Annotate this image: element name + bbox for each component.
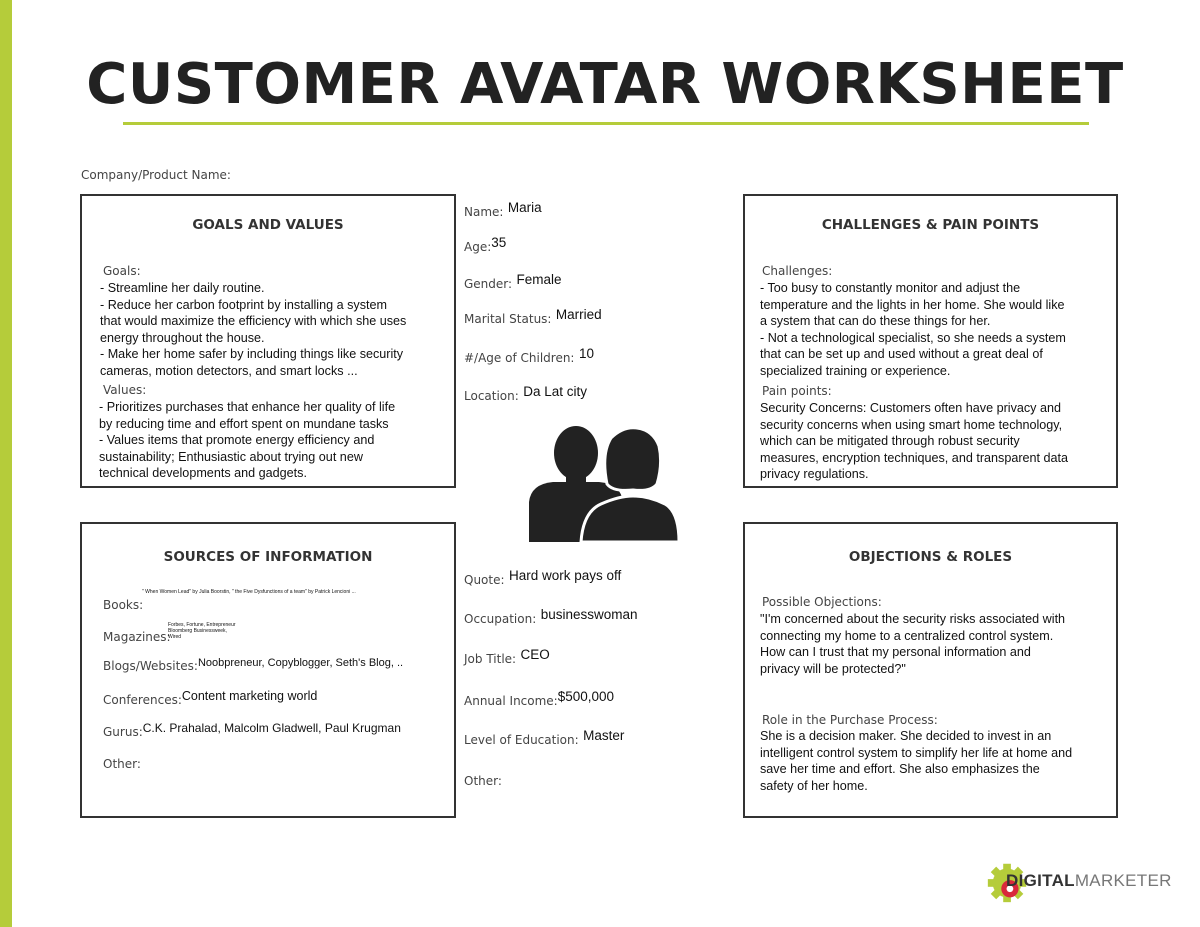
magazines-line: Forbes, Fortune, Entrepreneur (168, 622, 236, 628)
goals-line: that would maximize the efficiency with which she uses (100, 314, 407, 329)
job-title-label: Job Title: (464, 652, 517, 666)
blogs-field (103, 657, 403, 675)
gurus-field (103, 721, 401, 741)
goals-values-heading: GOALS AND VALUES (192, 217, 344, 233)
goals-values-box (80, 194, 456, 488)
avatar-silhouettes-icon (527, 424, 679, 542)
quote-field (464, 568, 621, 589)
sources-heading: SOURCES OF INFORMATION (163, 549, 373, 565)
challenges-text (760, 280, 1066, 380)
pain-points-line: measures, encryption techniques, and transparent data (760, 450, 1069, 465)
logo-bold: DIGITAL (1006, 871, 1075, 890)
challenges-line: that can be set up and used without a great deal of (760, 347, 1043, 362)
name-field (464, 200, 542, 221)
location-field (464, 384, 587, 405)
values-line: by reducing time and effort spent on mundane tasks (99, 416, 389, 431)
challenges-label: Challenges: (762, 264, 833, 278)
education-field (464, 728, 624, 749)
education-value: Master (583, 728, 625, 743)
possible-objections-label: Possible Objections: (762, 595, 882, 609)
quote-value: Hard work pays off (508, 568, 622, 583)
other-sources-field (103, 755, 141, 773)
challenges-heading: CHALLENGES & PAIN POINTS (821, 217, 1040, 233)
role-label: Role in the Purchase Process: (762, 713, 938, 727)
challenges-line: - Too busy to constantly monitor and adjust the (760, 281, 1021, 295)
other-sources-label: Other: (103, 757, 141, 771)
goals-line: - Reduce her carbon footprint by installing a system (100, 297, 387, 312)
children-field (464, 346, 594, 367)
annual-income-label: Annual Income: (464, 694, 558, 708)
gurus-value: C.K. Prahalad, Malcolm Gladwell, Paul Krugman (142, 721, 401, 735)
quote-label: Quote: (464, 573, 505, 587)
blogs-value: Noobpreneur, Copyblogger, Seth's Blog, .. (197, 657, 404, 669)
values-line: - Values items that promote energy efficiency and (99, 433, 375, 448)
magazines-line: Wired (168, 634, 182, 640)
name-label: Name: (464, 205, 504, 219)
role-text (760, 728, 1072, 794)
location-label: Location: (464, 389, 519, 403)
education-label: Level of Education: (464, 733, 579, 747)
pain-points-text (760, 400, 1068, 483)
objections-line: How can I trust that my personal information and (760, 645, 1031, 660)
challenges-line: temperature and the lights in her home. She would like (760, 297, 1065, 312)
marital-status-field (464, 307, 602, 328)
other-work-field (464, 772, 502, 790)
name-value: Maria (507, 200, 542, 215)
challenges-line: - Not a technological specialist, so she needs a system (760, 330, 1066, 345)
occupation-label: Occupation: (464, 612, 537, 626)
objections-box (743, 522, 1118, 818)
goals-line: energy throughout the house. (100, 330, 265, 345)
job-title-value: CEO (520, 647, 550, 662)
pain-points-label: Pain points: (762, 384, 832, 398)
challenges-line: a system that can do these things for her. (760, 314, 991, 329)
gender-field (464, 272, 562, 293)
pain-points-line: Security Concerns: Customers often have privacy and (760, 401, 1061, 415)
objections-text (760, 611, 1065, 677)
magazines-label: Magazines: (103, 630, 171, 644)
other-work-label: Other: (464, 774, 502, 788)
challenges-box (743, 194, 1118, 488)
objections-line: privacy will be protected?" (760, 661, 906, 676)
occupation-value: businesswoman (540, 607, 638, 622)
age-field (464, 235, 506, 256)
values-line: - Prioritizes purchases that enhance her quality of life (99, 400, 396, 414)
marital-status-label: Marital Status: (464, 312, 552, 326)
objections-heading: OBJECTIONS & ROLES (848, 549, 1013, 565)
goals-text (100, 280, 406, 380)
goals-line: cameras, motion detectors, and smart locks ... (100, 363, 358, 378)
goals-line: - Make her home safer by including things like security (100, 347, 404, 362)
values-line: sustainability; Enthusiastic about trying out new (99, 449, 363, 464)
digitalmarketer-logo (1006, 871, 1172, 891)
values-label: Values: (103, 383, 147, 397)
values-text (99, 399, 395, 482)
role-line: safety of her home. (760, 778, 868, 793)
role-line: intelligent control system to simplify her life at home and (760, 745, 1073, 760)
company-product-label: Company/Product Name: (81, 168, 231, 182)
logo-light: MARKETER (1074, 871, 1172, 890)
gurus-label: Gurus: (103, 725, 143, 739)
goals-line: - Streamline her daily routine. (100, 281, 265, 295)
left-accent-bar (0, 0, 12, 927)
objections-line: connecting my home to a centralized control system. (760, 628, 1054, 643)
magazines-line: Bloomberg Businessweek, (168, 628, 227, 634)
annual-income-value: $500,000 (557, 689, 615, 704)
values-line: technical developments and gadgets. (99, 466, 307, 481)
occupation-field (464, 607, 638, 628)
conferences-label: Conferences: (103, 693, 182, 707)
objections-line: "I'm concerned about the security risks associated with (760, 612, 1066, 626)
conferences-value: Content marketing world (181, 689, 318, 703)
children-value: 10 (578, 346, 594, 361)
gender-label: Gender: (464, 277, 513, 291)
pain-points-line: which can be mitigated through robust security (760, 434, 1020, 449)
role-line: save her time and effort. She also emphasizes the (760, 762, 1040, 777)
age-label: Age: (464, 240, 492, 254)
conferences-field (103, 689, 317, 709)
magazines-value (168, 622, 236, 640)
location-value: Da Lat city (523, 384, 588, 399)
job-title-field (464, 647, 550, 668)
title-underline (123, 122, 1089, 125)
blogs-label: Blogs/Websites: (103, 659, 198, 673)
magazines-field (103, 628, 171, 646)
children-label: #/Age of Children: (464, 351, 575, 365)
age-value: 35 (491, 235, 507, 250)
pain-points-line: security concerns when using smart home technology, (760, 417, 1063, 432)
role-line: She is a decision maker. She decided to invest in an (760, 729, 1052, 743)
books-field (103, 596, 143, 614)
challenges-line: specialized training or experience. (760, 363, 951, 378)
annual-income-field (464, 689, 614, 710)
gender-value: Female (516, 272, 562, 287)
pain-points-line: privacy regulations. (760, 467, 869, 482)
books-value: " When Women Lead" by Julia Boorstin, " the Five Dysfunctions of a team" by Patrick Lencioni ... (142, 589, 356, 595)
goals-label: Goals: (103, 264, 141, 278)
marital-status-value: Married (555, 307, 602, 322)
books-label: Books: (103, 598, 144, 612)
page-title: CUSTOMER AVATAR WORKSHEET (86, 52, 1124, 117)
